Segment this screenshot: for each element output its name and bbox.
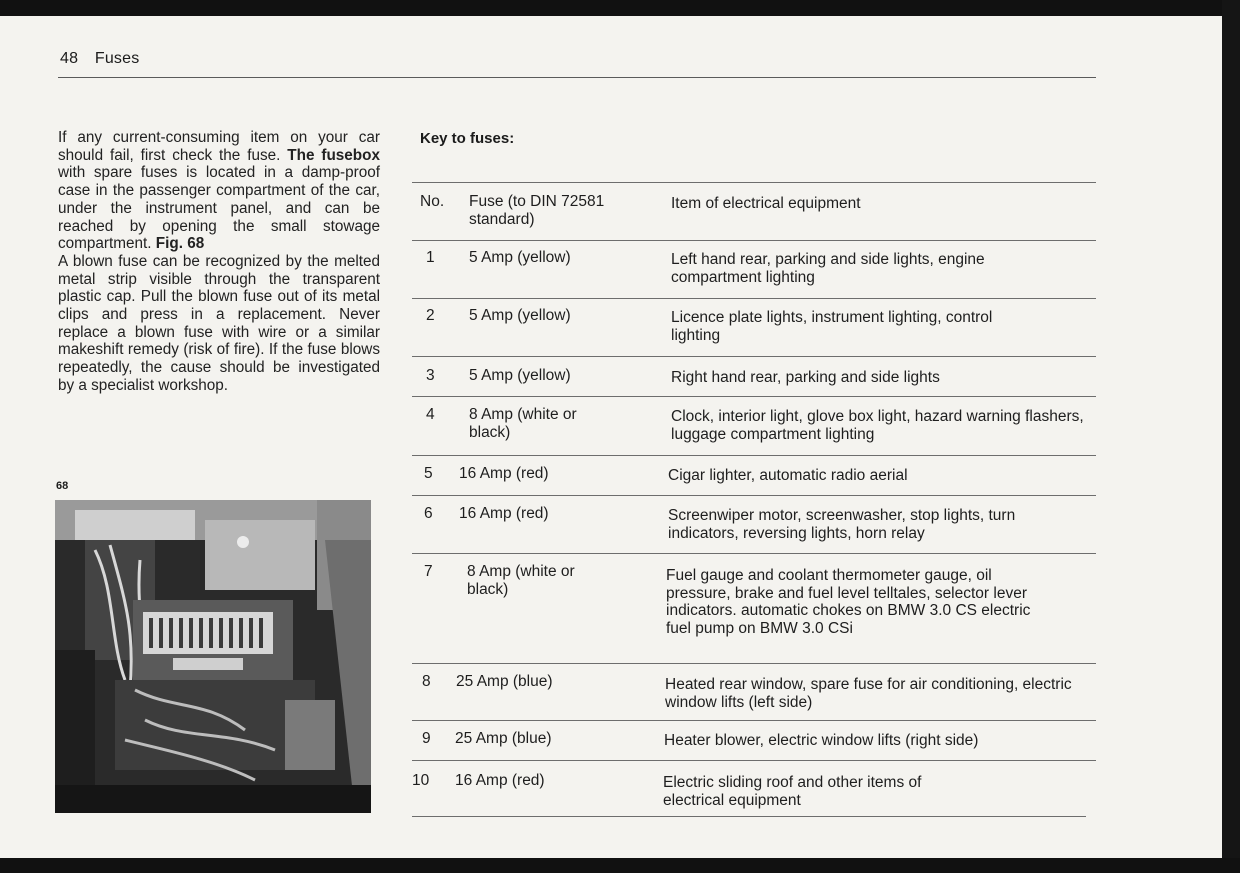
header-item: Item of electrical equipment: [671, 195, 861, 212]
table-row: [412, 396, 1096, 455]
fuse-table: [412, 182, 1096, 819]
row-item: Heater blower, electric window lifts (right side): [664, 732, 979, 749]
page-number: 48: [60, 50, 79, 67]
table-bottom-rule: [412, 816, 1086, 817]
row-fuse: 25 Amp (blue): [456, 673, 553, 690]
table-row: [412, 720, 1096, 760]
row-item: Left hand rear, parking and side lights, engine compartment lighting: [671, 251, 985, 286]
row-no: 5: [424, 465, 433, 482]
row-fuse: 16 Amp (red): [459, 465, 549, 482]
row-fuse: 5 Amp (yellow): [469, 367, 571, 384]
header-no: No.: [420, 193, 445, 210]
row-item: Cigar lighter, automatic radio aerial: [668, 467, 908, 484]
key-title: Key to fuses:: [420, 130, 515, 147]
scan-edge-right: [1222, 0, 1240, 873]
row-fuse: 8 Amp (white or black): [469, 406, 577, 441]
fusebox-photo: [55, 500, 371, 813]
intro-text: [58, 129, 380, 395]
figure-reference: Fig. 68: [155, 235, 205, 253]
row-no: 6: [424, 505, 433, 522]
row-fuse: 5 Amp (yellow): [469, 307, 571, 324]
figure-label: 68: [56, 480, 69, 492]
row-item: Fuel gauge and coolant thermometer gauge, oil pressure, brake and fuel level telltales, selector lever indicators. automatic chokes on BMW 3.0 CS electric fuel pump on BMW 3.0 CSi: [666, 567, 1031, 637]
row-no: 9: [422, 730, 431, 747]
intro-paragraph-1: [58, 129, 380, 253]
row-no: 10: [412, 772, 430, 789]
row-fuse: 8 Amp (white or black): [467, 563, 575, 598]
row-no: 1: [426, 249, 435, 266]
intro-sentence-2: with spare fuses is located in a damp-proof case in the passenger compartment of the car, under the instrument panel, and can be reached by opening the small stowage compartment.: [58, 164, 380, 253]
row-fuse: 16 Amp (red): [455, 772, 545, 789]
row-no: 3: [426, 367, 435, 384]
scan-edge-top: [0, 0, 1240, 16]
fusebox-photo-drawing: [55, 500, 371, 813]
row-no: 8: [422, 673, 431, 690]
fusebox-emphasis: The fusebox: [287, 146, 380, 164]
row-item: Right hand rear, parking and side lights: [671, 369, 940, 386]
section-title: Fuses: [94, 50, 140, 67]
table-row: [412, 663, 1096, 720]
scan-edge-bottom: [0, 858, 1240, 873]
table-row: [412, 298, 1096, 356]
header-rule: [58, 77, 1096, 78]
page-header: [60, 50, 151, 68]
table-row: [412, 455, 1096, 495]
row-item: Heated rear window, spare fuse for air conditioning, electric window lifts (left side): [665, 676, 1072, 711]
table-row: [412, 240, 1096, 298]
row-fuse: 25 Amp (blue): [455, 730, 552, 747]
intro-paragraph-2: A blown fuse can be recognized by the melted metal strip visible through the transparent plastic cap. Pull the blown fuse out of its metal clips and press in a replacement. Never replace a blown fuse with wire or a similar makeshift remedy (risk of fire). If the fuse blows repeatedly, the cause should be investigated by a specialist workshop.: [58, 252, 380, 394]
table-row: [412, 760, 1096, 819]
table-row: [412, 495, 1096, 553]
row-item: Clock, interior light, glove box light, hazard warning flashers, luggage compartment lighting: [671, 408, 1084, 443]
row-item: Licence plate lights, instrument lighting, control lighting: [671, 309, 993, 344]
table-header-row: [412, 182, 1096, 240]
row-no: 2: [426, 307, 435, 324]
row-fuse: 16 Amp (red): [459, 505, 549, 522]
intro-sentence-1: If any current-consuming item on your car should fail, first check the fuse.: [58, 129, 380, 164]
header-fuse: Fuse (to DIN 72581 standard): [469, 193, 605, 228]
row-no: 7: [424, 563, 433, 580]
row-fuse: 5 Amp (yellow): [469, 249, 571, 266]
row-no: 4: [426, 406, 435, 423]
table-row: [412, 553, 1096, 663]
table-row: [412, 356, 1096, 396]
row-item: Electric sliding roof and other items of electrical equipment: [663, 774, 922, 809]
row-item: Screenwiper motor, screenwasher, stop lights, turn indicators, reversing lights, horn relay: [668, 507, 1016, 542]
